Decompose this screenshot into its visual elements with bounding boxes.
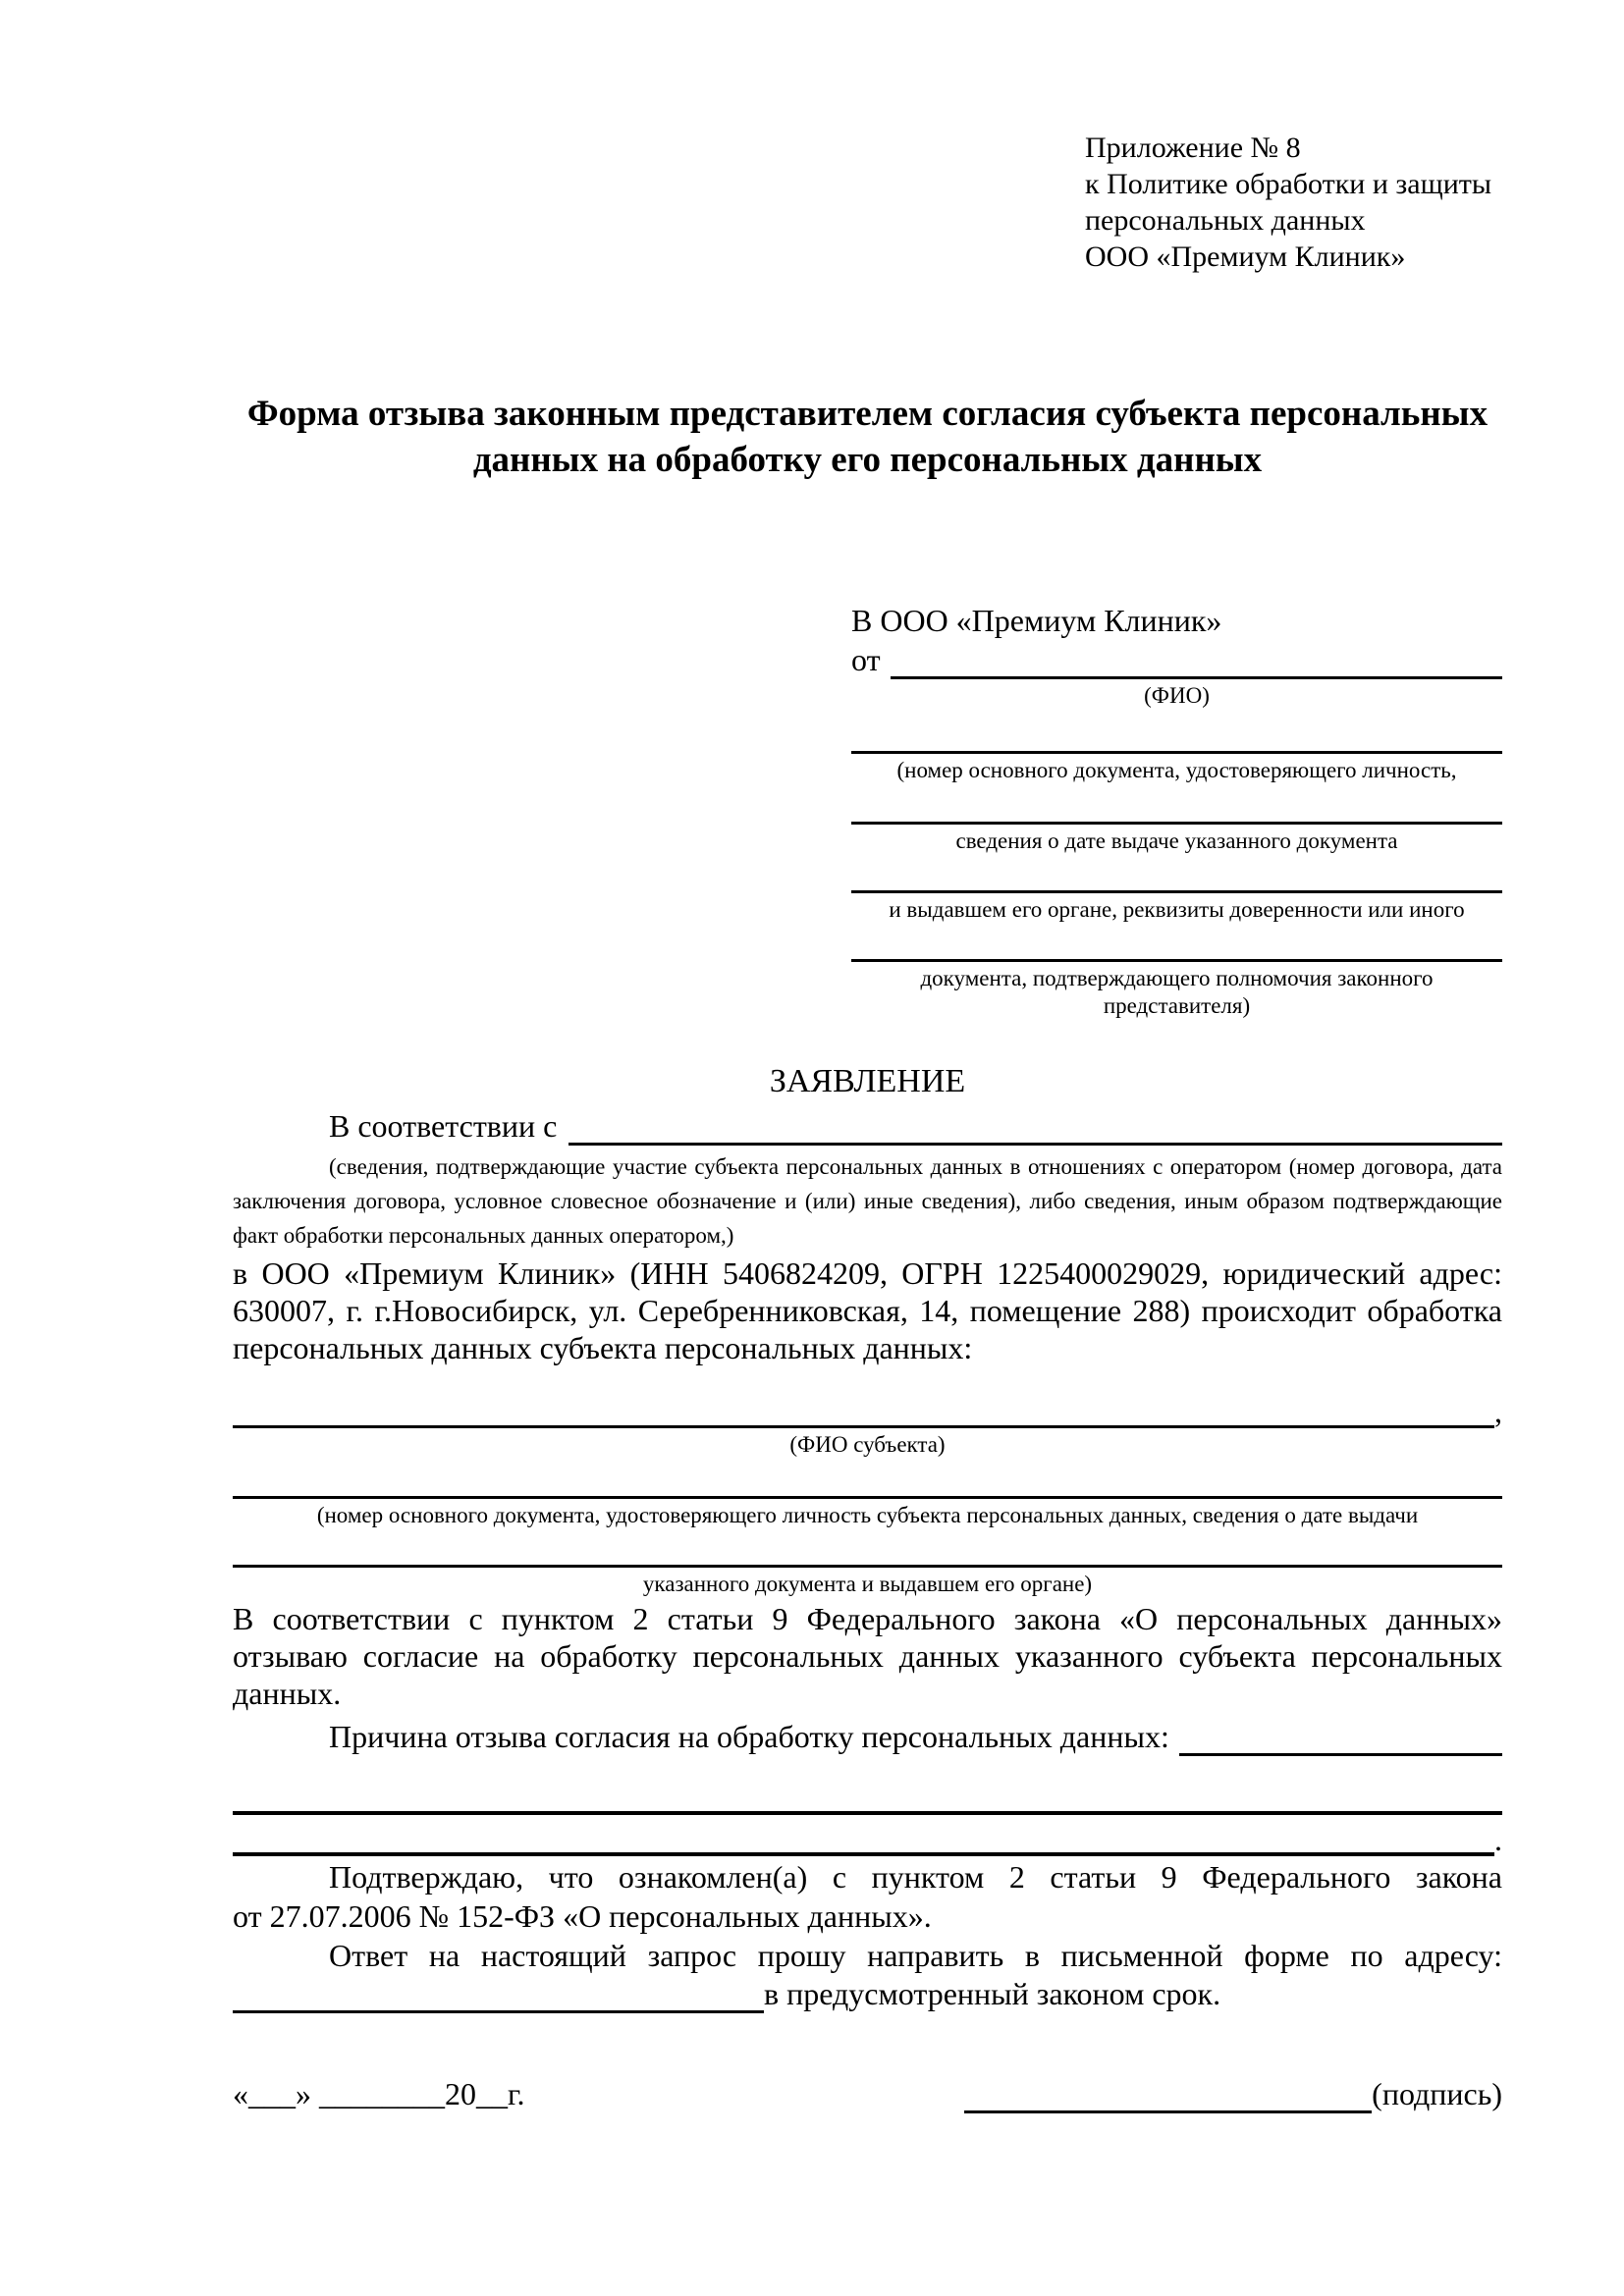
reason-blank-line	[233, 1819, 1494, 1856]
recipient-block	[851, 601, 1502, 1020]
response-address-blank-line	[233, 1977, 764, 2013]
subject-fio-caption: (ФИО субъекта)	[789, 1432, 946, 1457]
footer-row	[233, 2074, 1502, 2113]
reason-prefix: Причина отзыва согласия на обработку персональных данных:	[329, 1719, 1169, 1754]
representative-name-blank-line	[891, 645, 1502, 679]
signature-blank-line	[964, 2077, 1372, 2113]
subject-doc-caption: (номер основного документа, удостоверяющего личность субъекта персональных данных, сведения о дате выдачи	[316, 1503, 1419, 1527]
representative-doc-caption: и выдавшем его органе, реквизиты доверенности или иного	[889, 897, 1465, 922]
reason-end-row	[233, 1819, 1502, 1856]
subject-doc-blank-line	[233, 1459, 1502, 1499]
appendix-note-line: персональных данных	[1085, 204, 1366, 237]
representative-doc-caption: сведения о дате выдаче указанного документа	[955, 828, 1398, 853]
reason-terminator: .	[1494, 1822, 1502, 1857]
appendix-note-line: ООО «Премиум Клиник»	[1085, 240, 1406, 273]
operator-paragraph: в ООО «Премиум Клиник» (ИНН 5406824209, ОГРН 1225400029029, юридический адрес: 630007, г. г.Новосибирск, ул. Серебренниковская, 14, помещение 288) происходит обработка персональных данных субъекта персональных данных:	[233, 1255, 1502, 1365]
representative-doc-blank-line	[851, 784, 1502, 825]
response-suffix: в предусмотренный законом срок.	[764, 1976, 1221, 2011]
subject-fio-blank-line	[233, 1394, 1494, 1428]
appendix-note	[1085, 130, 1502, 275]
reason-blank-line	[233, 1756, 1502, 1815]
representative-doc-blank-line	[851, 855, 1502, 893]
representative-doc-blank-line	[851, 710, 1502, 754]
representative-doc-caption: документа, подтверждающего полномочия законного представителя)	[920, 966, 1434, 1018]
representative-doc-caption: (номер основного документа, удостоверяющего личность,	[896, 758, 1457, 782]
fio-caption: (ФИО)	[1144, 683, 1210, 708]
statement-heading: ЗАЯВЛЕНИЕ	[769, 1063, 966, 1099]
response-request-line: Ответ на настоящий запрос прошу направить в письменной форме по адресу:	[329, 1938, 1502, 1973]
basis-blank-line	[568, 1111, 1502, 1146]
subject-fio-row	[233, 1394, 1502, 1428]
confirmation-line: Подтверждаю, что ознакомлен(а) с пунктом 2 статьи 9 Федерального закона	[329, 1859, 1502, 1895]
subject-line-comma: ,	[1494, 1394, 1502, 1429]
recipient-organization: В ООО «Премиум Клиник»	[851, 603, 1222, 638]
confirmation-line: от 27.07.2006 № 152-ФЗ «О персональных данных».	[233, 1898, 932, 1934]
reason-row	[233, 1717, 1502, 1756]
document-content	[233, 0, 1502, 2113]
representative-doc-blank-line	[851, 924, 1502, 962]
appendix-note-line: к Политике обработки и защиты	[1085, 168, 1492, 200]
reason-blank-line	[1179, 1722, 1502, 1756]
page-title: Форма отзыва законным представителем согласия субъекта персональных данных на обработку его персональных данных	[246, 394, 1489, 480]
signature-group	[964, 2074, 1502, 2113]
response-address-row	[233, 1974, 1502, 2013]
appendix-note-line: Приложение № 8	[1085, 132, 1301, 164]
withdrawal-paragraph: В соответствии с пунктом 2 статьи 9 Федерального закона «О персональных данных» отзываю согласие на обработку персональных данных указанного субъекта персональных данных.	[233, 1601, 1502, 1711]
subject-doc-caption: указанного документа и выдавшем его органе)	[642, 1572, 1093, 1596]
from-row	[851, 640, 1502, 679]
signature-caption: (подпись)	[1372, 2076, 1502, 2111]
basis-row	[233, 1106, 1502, 1146]
date-line: «___» ________20__г.	[233, 2076, 525, 2111]
subject-doc-blank-line	[233, 1529, 1502, 1568]
basis-caption: (сведения, подтверждающие участие субъекта персональных данных в отношениях с оператором (номер договора, дата заключения договора, условное словесное обозначение и (или) иные сведения), либо сведения, иным образом подтверждающие факт обработки персональных данных оператором,)	[233, 1154, 1502, 1248]
from-label: от	[851, 642, 881, 677]
basis-prefix: В соответствии с	[329, 1108, 558, 1144]
